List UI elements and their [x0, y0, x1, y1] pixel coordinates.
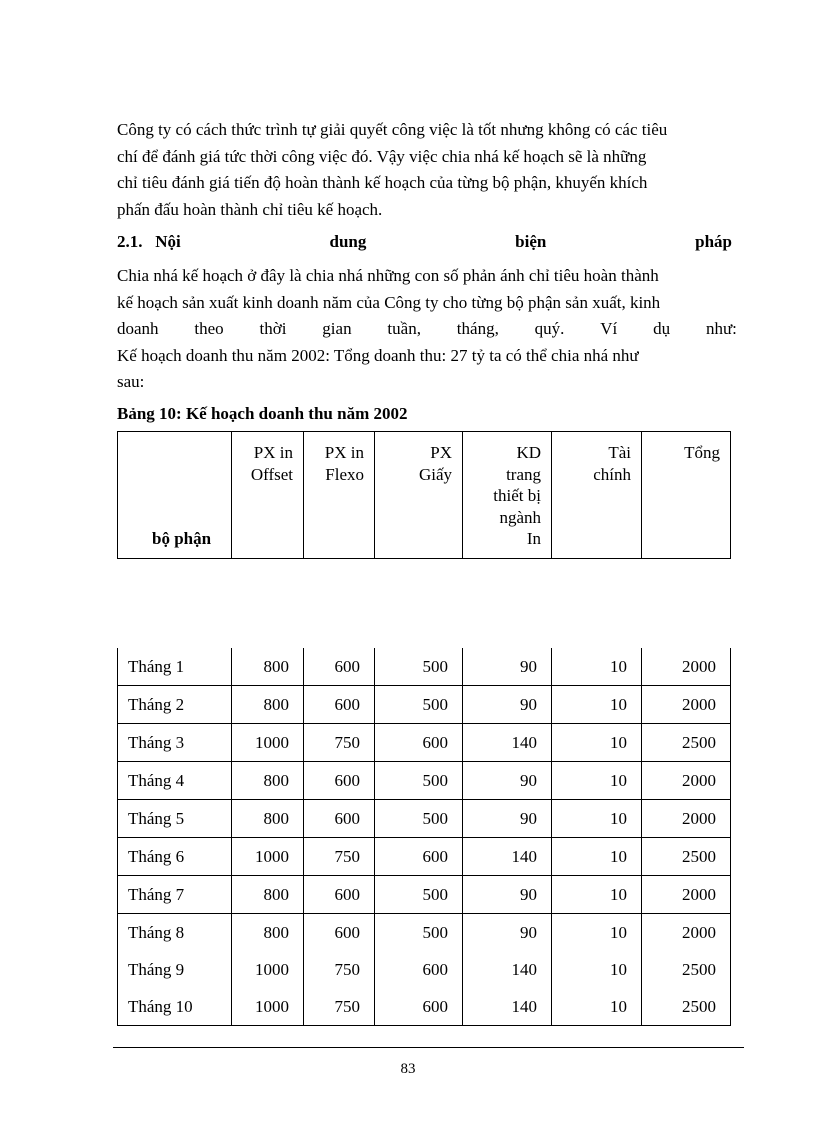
body-line: Chia nhá kế hoạch ở đây là chia nhá những con số phản ánh chỉ tiêu hoàn thành — [117, 266, 659, 285]
value-cell: 2500 — [642, 724, 731, 762]
intro-line: Công ty có cách thức trình tự giải quyết công việc là tốt nhưng không có các tiêu — [117, 120, 668, 139]
value-cell: 10 — [552, 724, 642, 762]
intro-line: phấn đấu hoàn thành chỉ tiêu kế hoạch. — [117, 199, 383, 219]
table-body — [117, 648, 731, 1026]
value-cell: 10 — [552, 838, 642, 876]
value-cell: 10 — [552, 648, 642, 686]
section-heading — [117, 232, 732, 252]
value-cell: 10 — [552, 800, 642, 838]
header-text: thiết bị — [493, 486, 541, 505]
value-cell: 10 — [552, 988, 642, 1026]
value-cell: 600 — [304, 762, 375, 800]
section-word: dung — [329, 232, 367, 251]
value-cell: 90 — [463, 648, 552, 686]
value-cell: 90 — [463, 686, 552, 724]
row-label-cell: Tháng 6 — [118, 838, 232, 876]
table-header — [117, 431, 731, 559]
header-row — [118, 432, 731, 559]
section-word: Nội — [155, 232, 181, 251]
value-cell: 2000 — [642, 876, 731, 914]
value-cell: 10 — [552, 876, 642, 914]
value-cell: 1000 — [232, 724, 304, 762]
table-caption: Bảng 10: Kế hoạch doanh thu năm 2002 — [117, 404, 408, 423]
header-text: Flexo — [325, 464, 364, 484]
value-cell: 10 — [552, 914, 642, 952]
value-cell: 1000 — [232, 988, 304, 1026]
intro-line: chỉ tiêu đánh giá tiến độ hoàn thành kế hoạch của từng bộ phận, khuyến khích — [117, 173, 648, 192]
value-cell: 2000 — [642, 686, 731, 724]
value-cell: 600 — [304, 686, 375, 724]
value-cell: 1000 — [232, 838, 304, 876]
value-cell: 500 — [375, 648, 463, 686]
header-cell — [232, 432, 304, 559]
value-cell: 2000 — [642, 914, 731, 952]
value-cell: 140 — [463, 724, 552, 762]
word: tháng, — [456, 319, 499, 338]
value-cell: 2500 — [642, 838, 731, 876]
value-cell: 800 — [232, 648, 304, 686]
value-cell: 10 — [552, 762, 642, 800]
header-text: trang — [506, 464, 541, 484]
value-cell: 90 — [463, 800, 552, 838]
header-cell — [642, 432, 731, 559]
row-label-cell: Tháng 10 — [118, 988, 232, 1026]
row-label-cell: Tháng 3 — [118, 724, 232, 762]
word: quý. — [534, 319, 565, 338]
value-cell: 10 — [552, 686, 642, 724]
value-cell: 90 — [463, 914, 552, 952]
table-row — [118, 876, 731, 914]
value-cell: 600 — [375, 724, 463, 762]
header-cell-bo-phan: bộ phận — [118, 432, 232, 559]
section-number: 2.1. — [117, 232, 143, 251]
section-number-and-first-word — [117, 232, 181, 252]
value-cell: 140 — [463, 988, 552, 1026]
header-cell — [463, 432, 552, 559]
value-cell: 800 — [232, 876, 304, 914]
value-cell: 800 — [232, 686, 304, 724]
value-cell: 800 — [232, 800, 304, 838]
value-cell: 750 — [304, 951, 375, 988]
row-label-cell: Tháng 9 — [118, 951, 232, 988]
table-row — [118, 838, 731, 876]
header-text: PX — [430, 443, 452, 462]
value-cell: 2500 — [642, 951, 731, 988]
intro-line: chí để đánh giá tức thời công việc đó. Vậy việc chia nhá kế hoạch sẽ là những — [117, 146, 647, 166]
value-cell: 1000 — [232, 951, 304, 988]
value-cell: 90 — [463, 876, 552, 914]
section-word: biện — [515, 232, 547, 251]
value-cell: 600 — [304, 914, 375, 952]
row-label-cell: Tháng 4 — [118, 762, 232, 800]
word: tuần, — [387, 319, 421, 338]
value-cell: 500 — [375, 914, 463, 952]
header-text: PX in — [253, 443, 293, 462]
header-text: Offset — [250, 464, 293, 484]
word: như: — [705, 319, 737, 338]
value-cell: 600 — [375, 988, 463, 1026]
value-cell: 750 — [304, 838, 375, 876]
value-cell: 600 — [375, 951, 463, 988]
value-cell: 140 — [463, 838, 552, 876]
header-text: Tài — [608, 443, 631, 462]
value-cell: 500 — [375, 876, 463, 914]
value-cell: 500 — [375, 800, 463, 838]
word: Ví — [600, 319, 618, 338]
table-row — [118, 951, 731, 988]
value-cell: 2000 — [642, 762, 731, 800]
table-row — [118, 724, 731, 762]
body-line: kế hoạch sản xuất kinh doanh năm của Công ty cho từng bộ phận sản xuất, kinh — [117, 292, 661, 312]
header-text: KD — [516, 443, 541, 462]
section-word: pháp — [695, 232, 732, 251]
value-cell: 750 — [304, 724, 375, 762]
row-label-cell: Tháng 5 — [118, 800, 232, 838]
body-line-justified — [117, 316, 737, 343]
value-cell: 2500 — [642, 988, 731, 1026]
value-cell: 800 — [232, 914, 304, 952]
intro-paragraph — [117, 117, 737, 223]
body-paragraph — [117, 263, 737, 396]
table-row — [118, 648, 731, 686]
header-cell — [304, 432, 375, 559]
word: gian — [322, 319, 352, 338]
table-row — [118, 914, 731, 952]
value-cell: 800 — [232, 762, 304, 800]
row-label-cell: Tháng 2 — [118, 686, 232, 724]
value-cell: 600 — [304, 800, 375, 838]
header-text: Tổng — [684, 443, 720, 462]
value-cell: 600 — [375, 838, 463, 876]
row-label-cell: Tháng 1 — [118, 648, 232, 686]
header-text: In — [526, 529, 541, 548]
table-row — [118, 988, 731, 1026]
header-text: chính — [593, 464, 631, 484]
word: dụ — [653, 319, 671, 338]
value-cell: 10 — [552, 951, 642, 988]
word: doanh — [117, 319, 159, 338]
word: theo — [194, 319, 224, 338]
value-cell: 750 — [304, 988, 375, 1026]
value-cell: 600 — [304, 648, 375, 686]
value-cell: 140 — [463, 951, 552, 988]
table-row — [118, 800, 731, 838]
header-text: ngành — [499, 507, 541, 527]
row-label-cell: Tháng 7 — [118, 876, 232, 914]
value-cell: 600 — [304, 876, 375, 914]
header-cell — [375, 432, 463, 559]
value-cell: 2000 — [642, 800, 731, 838]
table-row — [118, 686, 731, 724]
header-text: Giấy — [418, 464, 452, 484]
header-cell — [552, 432, 642, 559]
footer-rule — [113, 1047, 744, 1048]
header-text: PX in — [324, 443, 364, 462]
value-cell: 500 — [375, 686, 463, 724]
word: thời — [259, 319, 287, 338]
page-number: 83 — [400, 1061, 416, 1077]
value-cell: 90 — [463, 762, 552, 800]
row-label-cell: Tháng 8 — [118, 914, 232, 952]
table-row — [118, 762, 731, 800]
value-cell: 2000 — [642, 648, 731, 686]
body-line: Kế hoạch doanh thu năm 2002: Tổng doanh thu: 27 tỷ ta có thể chia nhá như — [117, 345, 639, 365]
value-cell: 500 — [375, 762, 463, 800]
body-line: sau: — [117, 372, 145, 391]
